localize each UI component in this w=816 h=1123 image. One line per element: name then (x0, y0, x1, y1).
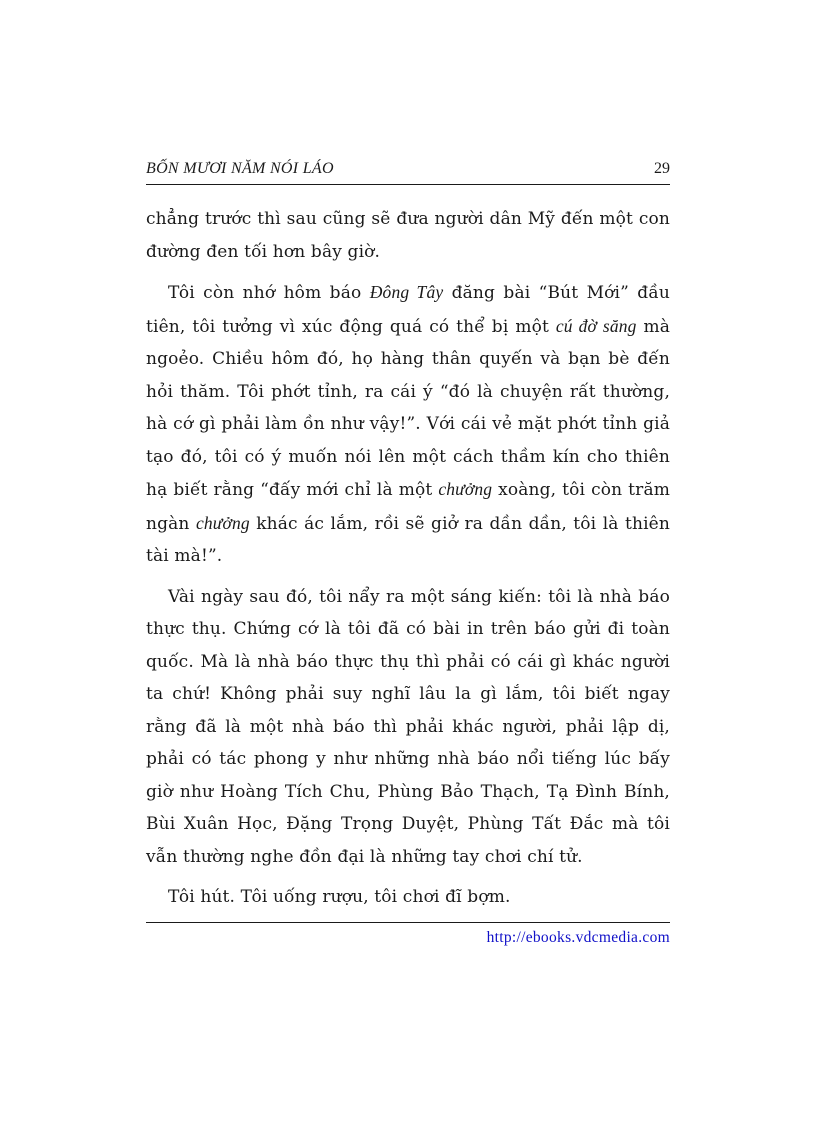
paragraph-2-text-b: đăng bài “Bút Mới” đầu tiên, tôi tưởng vì xúc động quá có thể bị một (146, 283, 670, 337)
paragraph-1-text: chẳng trước thì sau cũng sẽ đưa người dân Mỹ đến một con đường đen tối hơn bây giờ. (146, 209, 670, 262)
page-footer (146, 929, 670, 947)
paragraph-4 (146, 881, 670, 914)
paragraph-3-text: Vài ngày sau đó, tôi nẩy ra một sáng kiến: tôi là nhà báo thực thụ. Chứng cớ là tôi đã có bài in trên báo gửi đi toàn quốc. Mà là nhà báo thực thụ thì phải có cái gì khác người ta chứ! Không phải suy nghĩ lâu la gì lắm, tôi biết ngay rằng đã là một nhà báo thì phải khác người, phải lập dị, phải có tác phong y như những nhà báo nổi tiếng lúc bấy giờ như Hoàng Tích Chu, Phùng Bảo Thạch, Tạ Đình Bính, Bùi Xuân Học, Đặng Trọng Duyệt, Phùng Tất Đắc mà tôi vẫn thường nghe đồn đại là những tay chơi chí tử. (146, 586, 670, 867)
paragraph-4-text: Tôi hút. Tôi uống rượu, tôi chơi đĩ bợm. (168, 887, 511, 907)
paragraph-1 (146, 203, 670, 268)
paragraph-2-text-a: Tôi còn nhớ hôm báo (168, 283, 370, 303)
newspaper-title: Đông Tây (369, 282, 444, 302)
footer-rule (146, 922, 670, 923)
page-header (146, 160, 670, 185)
paragraph-3 (146, 581, 670, 874)
paragraph-2-text-e: khác ác lắm, rồi sẽ giở ra dần dần, tôi là thiên tài mà!”. (146, 513, 670, 566)
page-body (146, 203, 670, 914)
source-link[interactable]: http://ebooks.vdcmedia.com (486, 928, 670, 946)
italic-word: chưởng (438, 479, 493, 499)
italic-word: chưởng (195, 512, 250, 533)
italic-phrase: cú đờ săng (555, 315, 637, 336)
running-title: BỐN MƯƠI NĂM NÓI LÁO (146, 160, 334, 177)
paragraph-2-text-d: xoàng, tôi còn trăm ngàn (146, 480, 670, 534)
paragraph-2 (146, 276, 670, 573)
paragraph-2-text-c: mà ngoẻo. Chiều hôm đó, họ hàng thân quyến và bạn bè đến hỏi thăm. Tôi phớt tỉnh, ra cái ý “đó là chuyện rất thường, hà cớ gì phải làm ồn như vậy!”. Với cái vẻ mặt phớt tỉnh giả tạo đó, tôi có ý muốn nói lên một cách thầm kín cho thiên hạ biết rằng “đấy mới chỉ là một (146, 316, 671, 500)
page-number: 29 (654, 160, 670, 177)
book-page (146, 160, 670, 947)
